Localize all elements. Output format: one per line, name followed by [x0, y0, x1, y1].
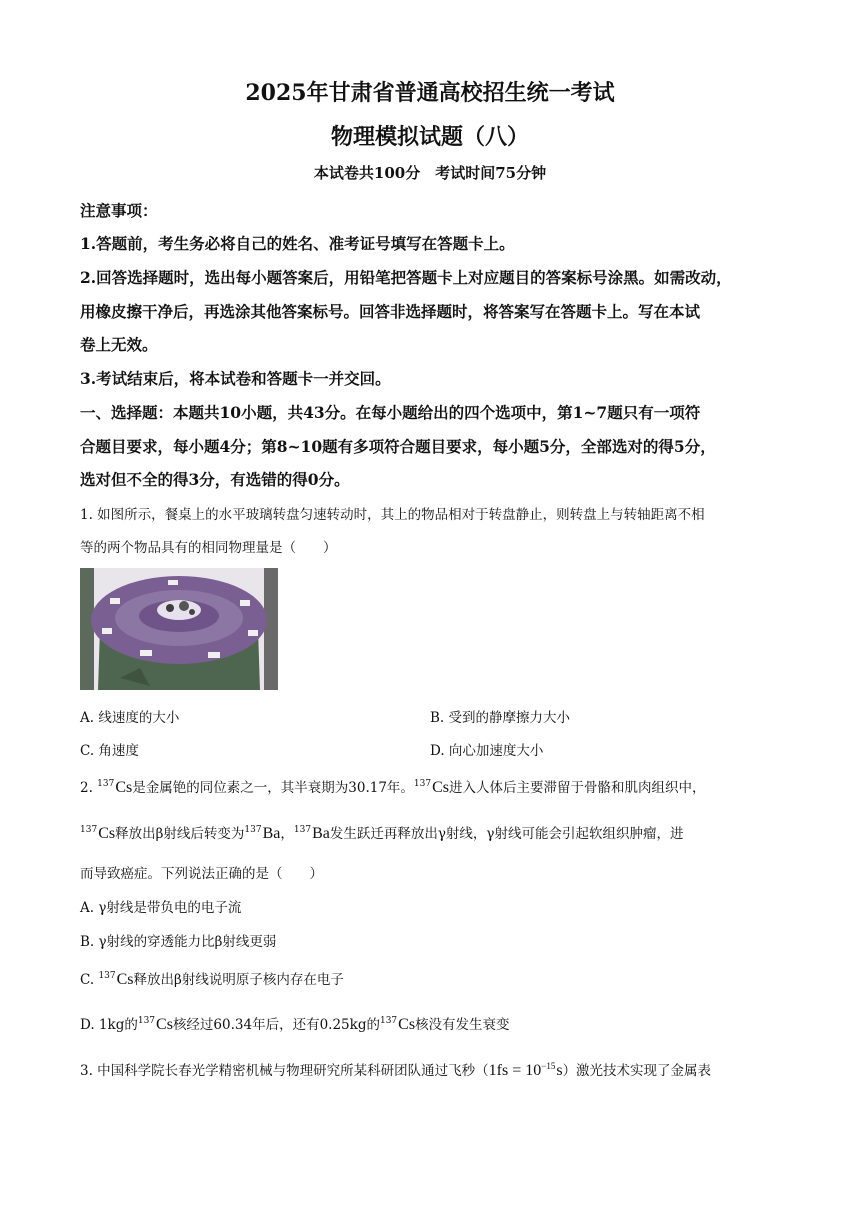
- notes-heading: 注意事项：: [80, 201, 158, 220]
- element-symbol: Cs: [115, 779, 133, 796]
- q3-stem-line-1: [80, 1059, 711, 1080]
- rotating-table-photo: [80, 568, 278, 690]
- element-symbol: Cs: [432, 779, 450, 796]
- formula-exponent: −15: [541, 1061, 556, 1071]
- element-symbol: Cs: [116, 971, 134, 988]
- note-2-line-1: 2.回答选择题时，选出每小题答案后，用铅笔把答题卡上对应题目的答案标号涂黑。如需改动，: [80, 268, 732, 287]
- q1-option-d: D. 向心加速度大小: [430, 743, 544, 759]
- mass-number: 137: [97, 779, 115, 789]
- option-text: 核经过60.34年后，还有0.25kg的: [172, 1017, 380, 1033]
- section1-line-3: 选对但不全的得3分，有选错的得0分。: [80, 470, 350, 489]
- q2-number: 2.: [80, 780, 98, 796]
- option-letter: C.: [80, 972, 99, 988]
- isotope-ba137: [244, 826, 280, 842]
- q2-text: 释放出β射线后转变为: [115, 826, 245, 842]
- isotope-cs137: [98, 972, 133, 988]
- isotope-cs137: [97, 780, 132, 796]
- q1-stem-line-2: 等的两个物品具有的相同物理量是（ ）: [80, 540, 337, 556]
- page-subtitle: 物理模拟试题（八）: [330, 124, 529, 150]
- q2-option-b: B. γ射线的穿透能力比β射线更弱: [80, 934, 277, 950]
- note-2-line-3: 卷上无效。: [80, 335, 158, 354]
- mass-number: 137: [413, 779, 432, 789]
- q2-stem-line-1: [80, 776, 706, 797]
- option-text: D. 1kg的: [80, 1017, 138, 1033]
- note-1: 1.答题前，考生务必将自己的姓名、准考证号填写在答题卡上。: [80, 234, 515, 253]
- q2-text: ，: [280, 826, 294, 842]
- mass-number: 137: [80, 825, 98, 835]
- rotating-table-illustration: [80, 568, 278, 690]
- option-text: 释放出β射线说明原子核内存在电子: [133, 972, 344, 988]
- q1-option-a: A. 线速度的大小: [80, 710, 180, 726]
- formula-unit: s: [556, 1062, 563, 1079]
- isotope-cs137: [138, 1017, 173, 1033]
- element-symbol: Cs: [398, 1016, 416, 1033]
- note-2-line-2: 用橡皮擦干净后，再选涂其他答案标号。回答非选择题时，将答案写在答题卡上。写在本试: [80, 302, 701, 321]
- q1-option-b: B. 受到的静摩擦力大小: [430, 710, 571, 726]
- q1-stem-line-1: 1. 如图所示，餐桌上的水平玻璃转盘匀速转动时，其上的物品相对于转盘静止，则转盘上与转轴距离不相: [80, 507, 705, 523]
- femtosecond-formula: [489, 1062, 563, 1079]
- q2-text: 发生跃迁再释放出γ射线，γ射线可能会引起软组织肿瘤，进: [329, 826, 684, 842]
- isotope-ba137: [294, 826, 330, 842]
- mass-number: 137: [98, 971, 116, 981]
- q3-text: 3. 中国科学院长春光学精密机械与物理研究所某科研团队通过飞秒（: [80, 1063, 489, 1079]
- element-symbol: Cs: [156, 1016, 173, 1033]
- q2-option-a: A. γ射线是带负电的电子流: [80, 900, 242, 916]
- element-symbol: Ba: [262, 825, 281, 842]
- option-text: 核没有发生衰变: [415, 1017, 510, 1033]
- formula-base: 1fs = 10: [488, 1062, 542, 1079]
- mass-number: 137: [137, 1016, 156, 1026]
- q1-option-c: C. 角速度: [80, 743, 139, 759]
- q2-text: 是金属铯的同位素之一，其半衰期为30.17年。: [132, 780, 414, 796]
- q2-stem-line-3: 而导致癌症。下列说法正确的是（ ）: [80, 866, 323, 882]
- q3-text: ）激光技术实现了金属表: [562, 1063, 712, 1079]
- mass-number: 137: [293, 825, 312, 835]
- note-3: 3.考试结束后，将本试卷和答题卡一并交回。: [80, 369, 391, 388]
- element-symbol: Cs: [98, 825, 116, 842]
- isotope-cs137: [380, 1017, 415, 1033]
- mass-number: 137: [379, 1016, 398, 1026]
- section1-line-1: 一、选择题：本题共10小题，共43分。在每小题给出的四个选项中，第1~7题只有一项符: [80, 403, 701, 422]
- isotope-cs137: [80, 826, 115, 842]
- isotope-cs137: [414, 780, 449, 796]
- page-title: 2025年甘肃省普通高校招生统一考试: [245, 80, 615, 106]
- exam-info: 本试卷共100分 考试时间75分钟: [313, 164, 547, 182]
- q2-option-c: [80, 968, 344, 989]
- element-symbol: Ba: [312, 825, 330, 842]
- q2-option-d: [80, 1013, 510, 1034]
- mass-number: 137: [244, 825, 262, 835]
- q2-text: 进入人体后主要滞留于骨骼和肌肉组织中，: [449, 780, 706, 796]
- section1-line-2: 合题目要求，每小题4分；第8~10题有多项符合题目要求，每小题5分，全部选对的得5分，: [80, 437, 716, 456]
- q2-stem-line-2: [80, 822, 683, 843]
